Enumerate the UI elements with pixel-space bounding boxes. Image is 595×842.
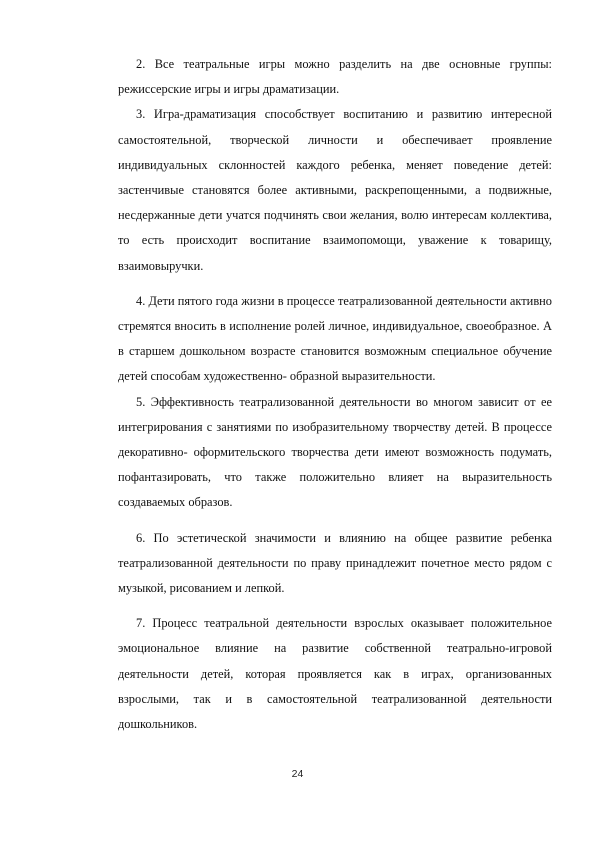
paragraph-5: 5. Эффективность театрализованной деятельности во многом зависит от ее интегрирования с занятиями по изобразительному творчеству детей. В процессе декоративно- оформительского творчества дети имеют возможность подумать, пофантазировать, что также положительно влияет на выразительность создаваемых образов. (118, 394, 552, 510)
page-number: 24 (291, 768, 304, 780)
body-text (118, 52, 552, 737)
paragraph-4: 4. Дети пятого года жизни в процессе театрализованной деятельности активно стремятся вносить в исполнение ролей личное, индивидуальное, своеобразное. А в старшем дошкольном возрасте становится возможным специальное обучение детей способам художественно- образной выразительности. (118, 293, 552, 384)
paragraph-2: 2. Все театральные игры можно разделить на две основные группы: режиссерские игры и игры драматизации. (118, 57, 552, 97)
paragraph-7: 7. Процесс театральной деятельности взрослых оказывает положительное эмоциональное влияние на развитие собственной театрально-игровой деятельности детей, которая проявляется как в играх, организованных взрослыми, так и в самостоятельной театрализованной деятельности дошкольников. (118, 616, 552, 732)
paragraph-6: 6. По эстетической значимости и влиянию на общее развитие ребенка театрализованной деятельности по праву принадлежит почетное место рядом с музыкой, рисованием и лепкой. (118, 530, 552, 596)
paragraph-3: 3. Игра-драматизация способствует воспитанию и развитию интересной самостоятельной, творческой личности и обеспечивает проявление индивидуальных склонностей каждого ребенка, меняет поведение детей: застенчивые становятся более активными, раскрепощенными, а подвижные, несдержанные дети учатся подчинять свои желания, волю интересам коллектива, то есть происходит воспитание взаимопомощи, уважение к товарищу, взаимовыручки. (118, 107, 552, 273)
